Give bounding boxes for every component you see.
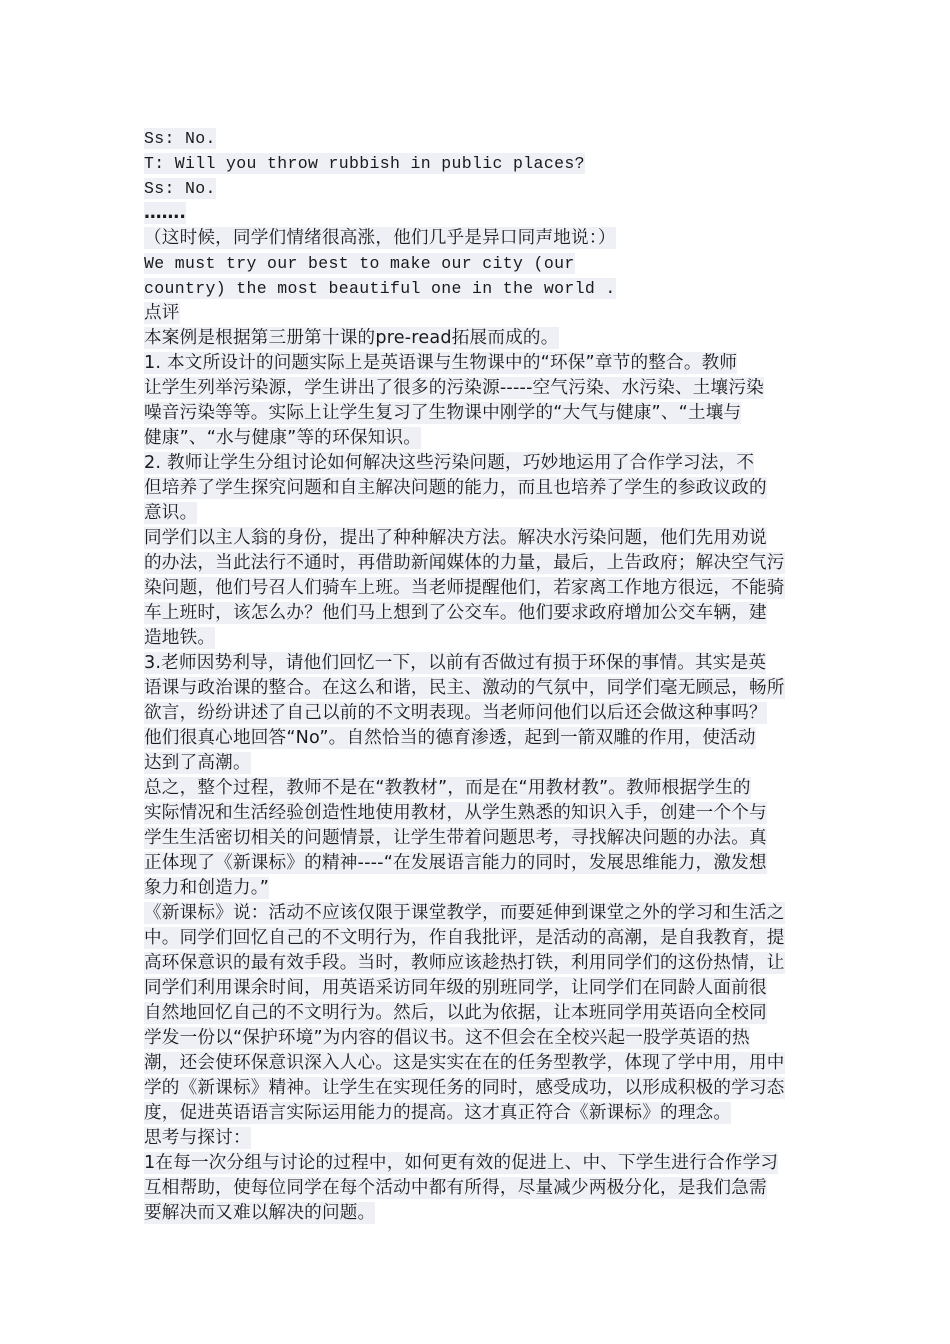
text-line: Ss: No. bbox=[144, 129, 216, 148]
text-line: country) the most beautiful one in the world . bbox=[144, 279, 616, 298]
paragraph-line bbox=[144, 926, 814, 951]
text-line: T: Will you throw rubbish in public places? bbox=[144, 154, 585, 173]
ellipsis-line bbox=[144, 201, 814, 226]
text-line: 正体现了《新课标》的精神----“在发展语言能力的同时，发展思维能力，激发想 bbox=[144, 853, 767, 873]
text-line: 高环保意识的最有效手段。当时，教师应该趁热打铁，利用同学们的这份热情，让 bbox=[144, 953, 785, 973]
text-line: 学的《新课标》精神。让学生在实现任务的同时，感受成功，以形成积极的学习态 bbox=[144, 1078, 785, 1098]
text-line: 他们很真心地回答“No”。自然恰当的德育渗透，起到一箭双雕的作用，使活动 bbox=[144, 728, 756, 748]
paragraph-line bbox=[144, 1201, 814, 1226]
paragraph-line bbox=[144, 1151, 814, 1176]
paragraph-line bbox=[144, 1051, 814, 1076]
text-line: 本案例是根据第三册第十课的pre-read拓展而成的。 bbox=[144, 328, 559, 348]
text-line: 3.老师因势利导，请他们回忆一下，以前有否做过有损于环保的事情。其实是英 bbox=[144, 653, 767, 673]
paragraph-line bbox=[144, 801, 814, 826]
dialogue-line bbox=[144, 126, 814, 151]
text-line: 的办法，当此法行不通时，再借助新闻媒体的力量，最后，上告政府；解决空气污 bbox=[144, 553, 785, 573]
paragraph-line bbox=[144, 1001, 814, 1026]
text-line: 自然地回忆自己的不文明行为。然后，以此为依据，让本班同学用英语向全校同 bbox=[144, 1003, 767, 1023]
paragraph-line bbox=[144, 951, 814, 976]
dialogue-line bbox=[144, 151, 814, 176]
text-line: 中。同学们回忆自己的不文明行为，作自我批评，是活动的高潮，是自我教育，提 bbox=[144, 928, 785, 948]
paragraph-line bbox=[144, 776, 814, 801]
paragraph-line bbox=[144, 726, 814, 751]
paragraph-line bbox=[144, 551, 814, 576]
paragraph-line bbox=[144, 476, 814, 501]
text-line: 达到了高潮。 bbox=[144, 753, 251, 773]
paragraph-line bbox=[144, 526, 814, 551]
text-line: 总之，整个过程，教师不是在“教教材”，而是在“用教材教”。教师根据学生的 bbox=[144, 778, 751, 798]
dialogue-line bbox=[144, 251, 814, 276]
text-line: 潮，还会使环保意识深入人心。这是实实在在的任务型教学，体现了学中用，用中 bbox=[144, 1053, 785, 1073]
text-line: 象力和创造力。” bbox=[144, 878, 270, 898]
paragraph-line bbox=[144, 1026, 814, 1051]
paragraph-line bbox=[144, 876, 814, 901]
text-line: 染问题，他们号召人们骑车上班。当老师提醒他们，若家离工作地方很远，不能骑 bbox=[144, 578, 785, 598]
text-line: 学生生活密切相关的问题情景，让学生带着问题思考，寻找解决问题的办法。真 bbox=[144, 828, 767, 848]
section-heading bbox=[144, 301, 814, 326]
text-line: 语课与政治课的整合。在这么和谐，民主、激动的气氛中，同学们毫无顾忌，畅所 bbox=[144, 678, 785, 698]
text-line: 1. 本文所设计的问题实际上是英语课与生物课中的“环保”章节的整合。教师 bbox=[144, 353, 738, 373]
text-line: 点评 bbox=[144, 303, 180, 323]
text-line: 《新课标》说：活动不应该仅限于课堂教学，而要延伸到课堂之外的学习和生活之 bbox=[144, 903, 785, 923]
text-line: 度，促进英语语言实际运用能力的提高。这才真正符合《新课标》的理念。 bbox=[144, 1103, 732, 1123]
text-line: 但培养了学生探究问题和自主解决问题的能力，而且也培养了学生的参政议政的 bbox=[144, 478, 767, 498]
dialogue-line bbox=[144, 276, 814, 301]
text-line: （这时候，同学们情绪很高涨，他们几乎是异口同声地说：） bbox=[144, 228, 616, 248]
document-body bbox=[144, 126, 814, 1226]
paragraph-line bbox=[144, 851, 814, 876]
narration-line bbox=[144, 226, 814, 251]
paragraph-line bbox=[144, 626, 814, 651]
paragraph-line bbox=[144, 701, 814, 726]
text-line: 噪音污染等等。实际上让学生复习了生物课中刚学的“大气与健康”、“土壤与 bbox=[144, 403, 742, 423]
text-line: 1在每一次分组与讨论的过程中，如何更有效的促进上、中、下学生进行合作学习 bbox=[144, 1153, 779, 1173]
section-heading bbox=[144, 1126, 814, 1151]
paragraph-line bbox=[144, 1101, 814, 1126]
paragraph-line bbox=[144, 351, 814, 376]
text-line: ……. bbox=[144, 203, 186, 223]
text-line: Ss: No. bbox=[144, 179, 216, 198]
paragraph-line bbox=[144, 426, 814, 451]
paragraph-line bbox=[144, 901, 814, 926]
text-line: 欲言，纷纷讲述了自己以前的不文明表现。当老师问他们以后还会做这种事吗？ bbox=[144, 703, 767, 723]
text-line: 车上班时，该怎么办？他们马上想到了公交车。他们要求政府增加公交车辆，建 bbox=[144, 603, 767, 623]
text-line: 同学们以主人翁的身份，提出了种种解决方法。解决水污染问题，他们先用劝说 bbox=[144, 528, 767, 548]
text-line: 思考与探讨： bbox=[144, 1128, 251, 1148]
text-line: 让学生列举污染源，学生讲出了很多的污染源-----空气污染、水污染、土壤污染 bbox=[144, 378, 764, 398]
paragraph-line bbox=[144, 401, 814, 426]
paragraph-line bbox=[144, 826, 814, 851]
text-line: We must try our best to make our city (our bbox=[144, 254, 575, 273]
paragraph-line bbox=[144, 576, 814, 601]
paragraph-line bbox=[144, 1076, 814, 1101]
text-line: 健康”、“水与健康”等的环保知识。 bbox=[144, 428, 422, 448]
paragraph-line bbox=[144, 676, 814, 701]
paragraph-line bbox=[144, 651, 814, 676]
paragraph-line bbox=[144, 376, 814, 401]
dialogue-line bbox=[144, 176, 814, 201]
paragraph-line bbox=[144, 326, 814, 351]
paragraph-line bbox=[144, 501, 814, 526]
text-line: 2. 教师让学生分组讨论如何解决这些污染问题，巧妙地运用了合作学习法，不 bbox=[144, 453, 755, 473]
text-line: 实际情况和生活经验创造性地使用教材，从学生熟悉的知识入手，创建一个个与 bbox=[144, 803, 767, 823]
paragraph-line bbox=[144, 601, 814, 626]
paragraph-line bbox=[144, 751, 814, 776]
paragraph-line bbox=[144, 976, 814, 1001]
paragraph-line bbox=[144, 451, 814, 476]
text-line: 意识。 bbox=[144, 503, 198, 523]
text-line: 互相帮助，使每位同学在每个活动中都有所得，尽量减少两极分化，是我们急需 bbox=[144, 1178, 767, 1198]
text-line: 同学们利用课余时间，用英语采访同年级的别班同学，让同学们在同龄人面前很 bbox=[144, 978, 767, 998]
text-line: 学发一份以“保护环境”为内容的倡议书。这不但会在全校兴起一股学英语的热 bbox=[144, 1028, 750, 1048]
text-line: 造地铁。 bbox=[144, 628, 216, 648]
text-line: 要解决而又难以解决的问题。 bbox=[144, 1203, 376, 1223]
paragraph-line bbox=[144, 1176, 814, 1201]
